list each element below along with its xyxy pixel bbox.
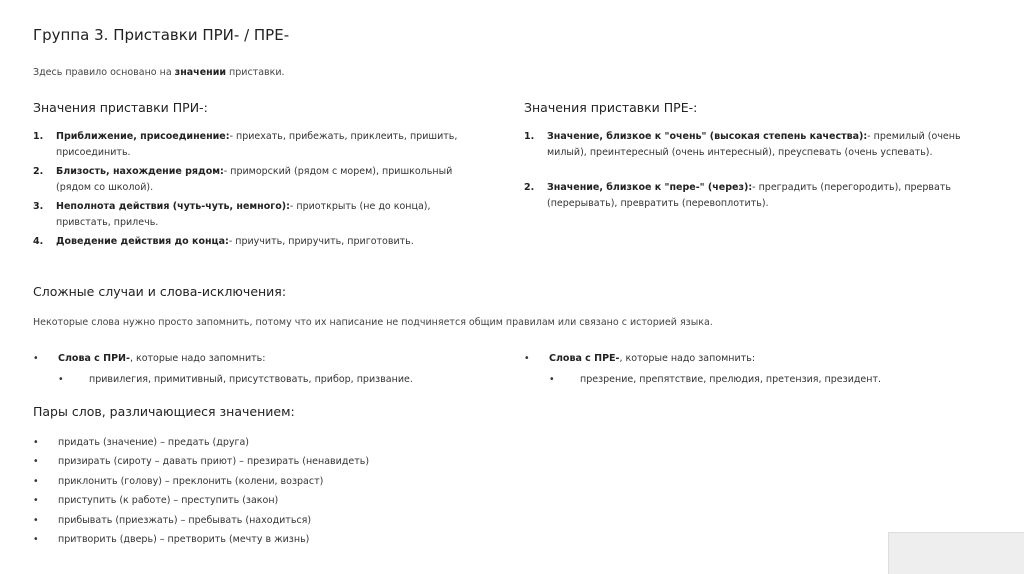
- bullet-icon: •: [33, 456, 39, 468]
- list-item: [33, 164, 473, 196]
- item-term: Доведение действия до конца:: [56, 236, 229, 247]
- item-number: 2.: [33, 166, 44, 177]
- pair-text: прибывать (приезжать) – пребывать (находиться): [58, 514, 312, 526]
- list-item: [33, 493, 369, 509]
- exceptions-words: презрение, препятствие, прелюдия, претензия, президент.: [580, 374, 882, 385]
- item-text: - приоткрыть (не до конца), привстать, прилечь.: [56, 201, 431, 228]
- complex-text: Некоторые слова нужно просто запомнить, потому что их написание не подчиняется общим правилам или связано с историей языка.: [33, 317, 713, 328]
- list-item: [33, 435, 369, 451]
- page-title: Группа 3. Приставки ПРИ- / ПРЕ-: [33, 26, 290, 44]
- pri-meanings-section: [33, 100, 473, 253]
- exceptions-lead: Слова с ПРИ-: [58, 353, 130, 364]
- item-term: Близость, нахождение рядом:: [56, 166, 224, 177]
- item-number: 4.: [33, 236, 44, 247]
- bullet-icon: •: [33, 495, 39, 507]
- list-item: [33, 454, 369, 470]
- pri-heading: Значения приставки ПРИ-:: [33, 100, 208, 115]
- item-text: - приучить, приручить, приготовить.: [228, 236, 414, 247]
- pairs-heading: Пары слов, различающиеся значением:: [33, 404, 295, 419]
- item-number: 1.: [524, 131, 535, 142]
- list-item: [524, 351, 994, 367]
- bullet-icon: •: [524, 353, 530, 364]
- exceptions-words: привилегия, примитивный, присутствовать, прибор, призвание.: [89, 374, 413, 385]
- bullet-icon: •: [33, 475, 39, 487]
- list-item: [524, 372, 994, 388]
- list-item: [33, 199, 473, 231]
- exceptions-rest: , которые надо запомнить:: [129, 353, 266, 364]
- bullet-icon: •: [33, 437, 39, 448]
- pre-meanings-list: [524, 129, 994, 212]
- pre-exceptions: [524, 351, 994, 388]
- item-number: 3.: [33, 201, 44, 212]
- intro-bold: значении: [174, 67, 227, 78]
- list-item: [524, 129, 994, 161]
- intro-after: приставки.: [226, 67, 285, 78]
- item-number: 1.: [33, 131, 44, 142]
- item-term: Неполнота действия (чуть-чуть, немного):: [56, 201, 290, 212]
- intro-text: [33, 67, 285, 78]
- item-text: - приехать, прибежать, приклеить, пришить, присоединить.: [56, 131, 458, 158]
- item-term: Значение, близкое к "очень" (высокая степень качества):: [547, 131, 868, 142]
- list-item: [33, 351, 493, 367]
- pair-text: приклонить (голову) – преклонить (колени, возраст): [58, 475, 324, 487]
- list-item: [33, 234, 473, 250]
- pair-text: призирать (сироту – давать приют) – презирать (ненавидеть): [58, 456, 370, 468]
- pri-exceptions: [33, 351, 493, 388]
- list-item: [33, 532, 369, 548]
- pair-text: придать (значение) – предать (друга): [58, 437, 250, 448]
- item-number: 2.: [524, 182, 535, 193]
- bullet-icon: •: [58, 374, 64, 385]
- list-item: [524, 180, 994, 212]
- pair-text: притворить (дверь) – претворить (мечту в жизнь): [58, 533, 310, 545]
- item-text: - преградить (перегородить), прервать (перерывать), превратить (перевоплотить).: [547, 182, 951, 209]
- item-text: - премилый (очень милый), преинтересный (очень интересный), преуспевать (очень успевать).: [547, 131, 961, 158]
- pre-meanings-section: [524, 100, 994, 231]
- list-item: [33, 474, 369, 490]
- bullet-icon: •: [549, 374, 555, 385]
- exceptions-lead: Слова с ПРЕ-: [549, 353, 620, 364]
- complex-heading: Сложные случаи и слова-исключения:: [33, 284, 287, 299]
- item-term: Приближение, присоединение:: [56, 131, 230, 142]
- bullet-icon: •: [33, 353, 39, 364]
- list-item: [33, 513, 369, 529]
- corner-panel: [888, 532, 1024, 574]
- pre-heading: Значения приставки ПРЕ-:: [524, 100, 698, 115]
- pairs-list: [33, 435, 369, 551]
- bullet-icon: •: [33, 514, 39, 526]
- item-text: - приморский (рядом с морем), пришкольный (рядом со школой).: [56, 166, 453, 193]
- exceptions-rest: , которые надо запомнить:: [619, 353, 756, 364]
- list-item: [33, 372, 493, 388]
- pair-text: приступить (к работе) – преступить (закон): [58, 495, 279, 507]
- item-term: Значение, близкое к "пере-" (через):: [547, 182, 753, 193]
- intro-before: Здесь правило основано на: [33, 67, 175, 78]
- pri-meanings-list: [33, 129, 473, 250]
- bullet-icon: •: [33, 533, 39, 545]
- list-item: [33, 129, 473, 161]
